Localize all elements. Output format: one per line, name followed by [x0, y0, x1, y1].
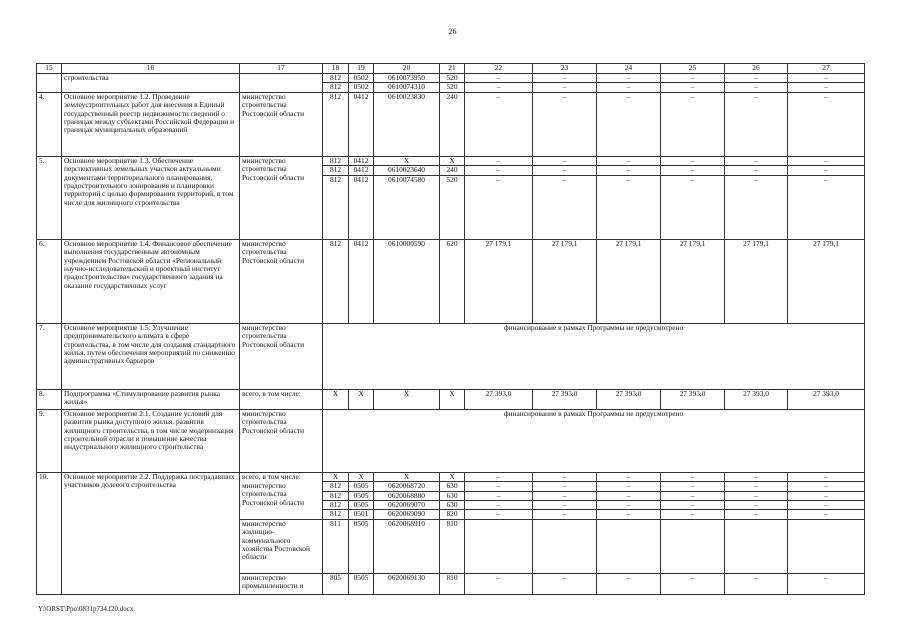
row-executor: всего, в том числе:: [240, 389, 323, 409]
value-cell: 27 393,0: [533, 389, 597, 409]
vr-cell: 630: [440, 491, 465, 500]
value-cell: 27 179,1: [725, 239, 788, 323]
rzpr-cell: 0505: [349, 482, 374, 491]
row-number: 7.: [37, 323, 62, 389]
value-cell: –: [725, 175, 788, 239]
value-cell: –: [465, 166, 533, 176]
vr-cell: 810: [440, 519, 465, 573]
row-name: строительства: [62, 74, 240, 93]
vr-cell: 630: [440, 482, 465, 491]
row-name: Основное мероприятие 1.4. Финансовое обеспечение выполнения государственным автономным учреждением Ростовской области «Региональный научно-исследовательский и проектный институт градостроительства» государственного задания на оказание государственных услуг: [62, 239, 240, 323]
csr-cell: 0620069130: [374, 573, 440, 594]
table-row: [37, 156, 865, 166]
vr-cell: 520: [440, 83, 465, 92]
value-cell: –: [465, 74, 533, 83]
value-cell: –: [597, 83, 661, 92]
csr-cell: 0620068720: [374, 482, 440, 491]
col-header: 24: [597, 64, 661, 74]
value-cell: 27 393,0: [465, 389, 533, 409]
value-cell: –: [661, 83, 725, 92]
value-cell: –: [725, 83, 788, 92]
grbs-cell: 812: [323, 501, 349, 510]
csr-cell: X: [374, 472, 440, 481]
value-cell: [725, 519, 788, 573]
grbs-cell: 812: [323, 83, 349, 92]
value-cell: –: [788, 156, 865, 166]
grbs-cell: 812: [323, 74, 349, 83]
value-cell: –: [725, 510, 788, 519]
value-cell: –: [465, 175, 533, 239]
value-cell: –: [465, 491, 533, 500]
rzpr-cell: 0412: [349, 175, 374, 239]
header-row: [37, 64, 865, 74]
value-cell: –: [465, 83, 533, 92]
page-number: 26: [448, 27, 457, 36]
value-cell: [788, 519, 865, 573]
col-header: 17: [240, 64, 323, 74]
value-cell: –: [533, 482, 597, 491]
row-number: 10.: [37, 472, 62, 594]
row-executor: министерство строительства Ростовской области: [240, 482, 323, 520]
csr-cell: 0610023830: [374, 92, 440, 156]
col-header: 16: [62, 64, 240, 74]
value-cell: –: [597, 501, 661, 510]
grbs-cell: 812: [323, 491, 349, 500]
rzpr-cell: 0502: [349, 83, 374, 92]
row-name: Подпрограмма «Стимулирование развития рынка жилья»: [62, 389, 240, 409]
col-header: 19: [349, 64, 374, 74]
value-cell: –: [725, 482, 788, 491]
table-row: [37, 409, 865, 472]
funding-note: финансирование в рамках Программы не предусмотрено: [323, 323, 865, 389]
row-number: 9.: [37, 409, 62, 472]
value-cell: –: [661, 472, 725, 481]
vr-cell: 240: [440, 92, 465, 156]
csr-cell: 0610074310: [374, 83, 440, 92]
col-header: 27: [788, 64, 865, 74]
value-cell: –: [465, 510, 533, 519]
value-cell: 27 393,0: [725, 389, 788, 409]
row-number: [37, 74, 62, 93]
value-cell: –: [465, 92, 533, 156]
value-cell: 27 179,1: [788, 239, 865, 323]
value-cell: –: [465, 573, 533, 594]
csr-cell: 0610074580: [374, 175, 440, 239]
value-cell: 27 393,0: [597, 389, 661, 409]
csr-cell: 0610023640: [374, 166, 440, 176]
grbs-cell: 812: [323, 92, 349, 156]
rzpr-cell: 0505: [349, 519, 374, 573]
grbs-cell: 812: [323, 175, 349, 239]
row-executor: всего, в том числе:: [240, 472, 323, 481]
rzpr-cell: 0412: [349, 92, 374, 156]
vr-cell: 820: [440, 510, 465, 519]
value-cell: –: [788, 501, 865, 510]
rzpr-cell: 0412: [349, 156, 374, 166]
row-name: Основное мероприятие 1.5. Улучшение предпринимательского климата в сфере строительства, в том числе для создания стандартного жилья, путем обеспечения мероприятий по снижению административных барьеров: [62, 323, 240, 389]
table-row: [37, 323, 865, 389]
row-name: Основное мероприятие 2.1. Создание условий для развития рынка доступного жилья, развития жилищного строительства, в том числе модернизация строительной отрасли и повышение качества индустриального жилищного строительства: [62, 409, 240, 472]
value-cell: –: [597, 175, 661, 239]
row-executor: министерство строительства Ростовской области: [240, 92, 323, 156]
row-number: 5.: [37, 156, 62, 239]
value-cell: –: [788, 74, 865, 83]
row-number: 6.: [37, 239, 62, 323]
value-cell: –: [533, 166, 597, 176]
value-cell: –: [597, 482, 661, 491]
row-number: 4.: [37, 92, 62, 156]
row-name: Основное мероприятие 1.3. Обеспечение перспективных земельных участков актуальными документами территориального планирования, градостроительного зонирования и планировки территорий с целью формирования территорий, в том числе для жилищного строительства: [62, 156, 240, 239]
csr-cell: 0620069090: [374, 510, 440, 519]
value-cell: –: [533, 83, 597, 92]
vr-cell: X: [440, 389, 465, 409]
value-cell: –: [465, 156, 533, 166]
value-cell: –: [725, 166, 788, 176]
row-executor: министерство строительства Ростовской области: [240, 239, 323, 323]
value-cell: –: [465, 501, 533, 510]
csr-cell: 0620068910: [374, 519, 440, 573]
value-cell: –: [661, 573, 725, 594]
value-cell: –: [788, 175, 865, 239]
value-cell: –: [725, 74, 788, 83]
funding-note: финансирование в рамках Программы не предусмотрено: [323, 409, 865, 472]
csr-cell: 0620069070: [374, 501, 440, 510]
col-header: 20: [374, 64, 440, 74]
value-cell: –: [725, 491, 788, 500]
value-cell: –: [597, 472, 661, 481]
budget-table: [36, 63, 865, 595]
grbs-cell: 811: [323, 519, 349, 573]
value-cell: –: [725, 92, 788, 156]
grbs-cell: 812: [323, 166, 349, 176]
row-name: Основное мероприятие 2.2. Поддержка пострадавших участников долевого строительства: [62, 472, 240, 594]
table-row: [37, 239, 865, 323]
value-cell: –: [725, 156, 788, 166]
value-cell: –: [533, 472, 597, 481]
rzpr-cell: 0505: [349, 501, 374, 510]
value-cell: –: [788, 92, 865, 156]
rzpr-cell: 0502: [349, 74, 374, 83]
value-cell: –: [661, 92, 725, 156]
grbs-cell: 812: [323, 510, 349, 519]
value-cell: –: [661, 501, 725, 510]
value-cell: –: [533, 175, 597, 239]
csr-cell: 0620068880: [374, 491, 440, 500]
value-cell: [465, 519, 533, 573]
grbs-cell: 812: [323, 482, 349, 491]
row-executor: министерство жилищно-коммунального хозяйства Ростовской области: [240, 519, 323, 573]
value-cell: 27 179,1: [661, 239, 725, 323]
value-cell: –: [788, 472, 865, 481]
table-row: [37, 389, 865, 409]
vr-cell: 520: [440, 74, 465, 83]
csr-cell: X: [374, 389, 440, 409]
row-executor: министерство строительства Ростовской области: [240, 409, 323, 472]
rzpr-cell: 0505: [349, 491, 374, 500]
value-cell: –: [725, 472, 788, 481]
value-cell: –: [661, 166, 725, 176]
value-cell: –: [661, 491, 725, 500]
vr-cell: 620: [440, 239, 465, 323]
value-cell: –: [661, 510, 725, 519]
value-cell: –: [788, 166, 865, 176]
col-header: 21: [440, 64, 465, 74]
row-number: 8.: [37, 389, 62, 409]
col-header: 25: [661, 64, 725, 74]
col-header: 15: [37, 64, 62, 74]
col-header: 18: [323, 64, 349, 74]
value-cell: –: [661, 156, 725, 166]
csr-cell: 0610073950: [374, 74, 440, 83]
value-cell: –: [788, 482, 865, 491]
grbs-cell: 805: [323, 573, 349, 594]
row-executor: министерство промышленности и: [240, 573, 323, 594]
csr-cell: 0610000590: [374, 239, 440, 323]
value-cell: –: [661, 482, 725, 491]
value-cell: –: [533, 74, 597, 83]
vr-cell: X: [440, 472, 465, 481]
rzpr-cell: X: [349, 389, 374, 409]
value-cell: –: [788, 573, 865, 594]
value-cell: –: [465, 472, 533, 481]
rzpr-cell: 0505: [349, 573, 374, 594]
value-cell: –: [725, 501, 788, 510]
vr-cell: 810: [440, 573, 465, 594]
value-cell: –: [597, 510, 661, 519]
value-cell: –: [533, 510, 597, 519]
vr-cell: X: [440, 156, 465, 166]
footer-file-path: Y:\ORST\Ppo\0831p734.f20.docx: [38, 605, 134, 613]
value-cell: –: [533, 156, 597, 166]
vr-cell: 240: [440, 166, 465, 176]
value-cell: –: [788, 83, 865, 92]
vr-cell: 630: [440, 501, 465, 510]
grbs-cell: 812: [323, 239, 349, 323]
value-cell: –: [465, 482, 533, 491]
rzpr-cell: 0501: [349, 510, 374, 519]
value-cell: –: [788, 510, 865, 519]
value-cell: –: [597, 573, 661, 594]
col-header: 23: [533, 64, 597, 74]
rzpr-cell: 0412: [349, 239, 374, 323]
csr-cell: X: [374, 156, 440, 166]
value-cell: 27 179,1: [597, 239, 661, 323]
grbs-cell: X: [323, 389, 349, 409]
table-row: [37, 92, 865, 156]
row-name: Основное мероприятие 1.2. Проведение землеустроительных работ для внесения в Единый государственный реестр недвижимости сведений о границах между субъектами Российской Федерации и границах муниципальных образований: [62, 92, 240, 156]
value-cell: –: [661, 74, 725, 83]
row-executor: министерство строительства Ростовской области: [240, 156, 323, 239]
grbs-cell: 812: [323, 156, 349, 166]
value-cell: –: [597, 491, 661, 500]
value-cell: –: [597, 166, 661, 176]
value-cell: 27 179,1: [465, 239, 533, 323]
row-executor: министерство строительства Ростовской области: [240, 323, 323, 389]
value-cell: [661, 519, 725, 573]
value-cell: –: [533, 501, 597, 510]
value-cell: –: [597, 156, 661, 166]
vr-cell: 520: [440, 175, 465, 239]
value-cell: –: [597, 74, 661, 83]
value-cell: [533, 519, 597, 573]
value-cell: –: [661, 175, 725, 239]
value-cell: [597, 519, 661, 573]
value-cell: –: [597, 92, 661, 156]
value-cell: 27 393,0: [661, 389, 725, 409]
value-cell: –: [533, 491, 597, 500]
col-header: 26: [725, 64, 788, 74]
value-cell: –: [725, 573, 788, 594]
row-executor: [240, 74, 323, 93]
value-cell: 27 179,1: [533, 239, 597, 323]
rzpr-cell: X: [349, 472, 374, 481]
value-cell: –: [533, 92, 597, 156]
grbs-cell: X: [323, 472, 349, 481]
value-cell: –: [533, 573, 597, 594]
table-row: [37, 74, 865, 83]
value-cell: 27 393,0: [788, 389, 865, 409]
table-row: [37, 472, 865, 481]
rzpr-cell: 0412: [349, 166, 374, 176]
col-header: 22: [465, 64, 533, 74]
value-cell: –: [788, 491, 865, 500]
